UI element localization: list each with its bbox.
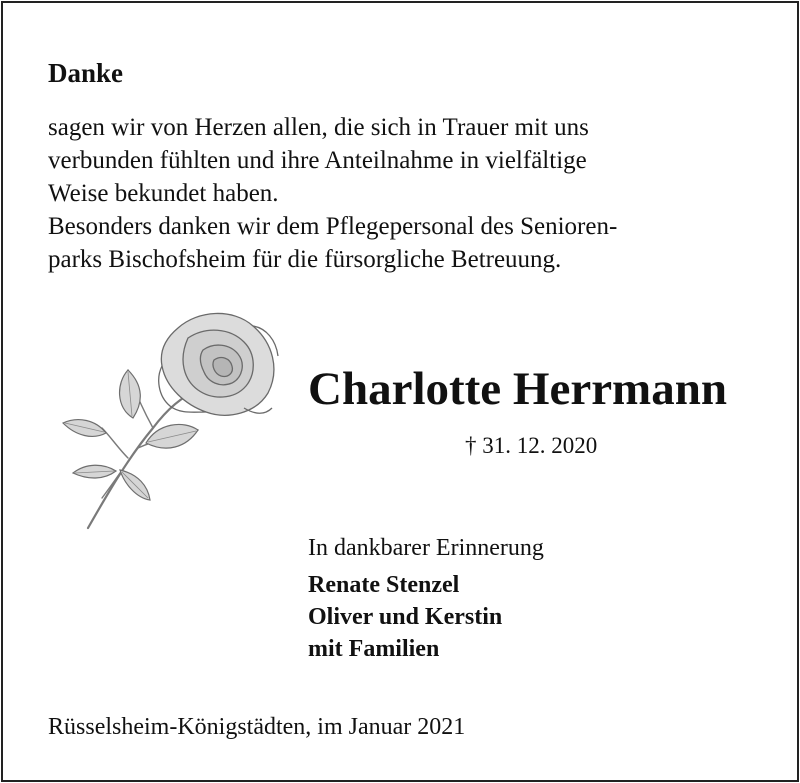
rose-illustration-icon	[58, 308, 283, 533]
mourner-name: Renate Stenzel	[308, 572, 460, 598]
thank-you-text	[48, 111, 768, 276]
thank-you-paragraph-1: sagen wir von Herzen allen, die sich in Trauer mit uns verbunden fühlten und ihre Anteilnahme in vielfältige Weise bekundet haben.	[48, 114, 589, 207]
memory-line: In dankbarer Erinnerung	[308, 535, 544, 561]
death-date: † 31. 12. 2020	[465, 433, 598, 458]
mourners-list	[308, 569, 502, 665]
mourner-name: mit Familien	[308, 636, 440, 662]
deceased-name: Charlotte Herrmann	[308, 363, 727, 415]
thank-you-paragraph-2: Besonders danken wir dem Pflegepersonal des Senioren- parks Bischofsheim für die fürsorgliche Betreuung.	[48, 213, 618, 273]
notice-heading: Danke	[48, 58, 124, 88]
notice-frame	[1, 1, 799, 782]
mourner-name: Oliver und Kerstin	[308, 604, 503, 630]
place-and-date: Rüsselsheim-Königstädten, im Januar 2021	[48, 714, 466, 740]
